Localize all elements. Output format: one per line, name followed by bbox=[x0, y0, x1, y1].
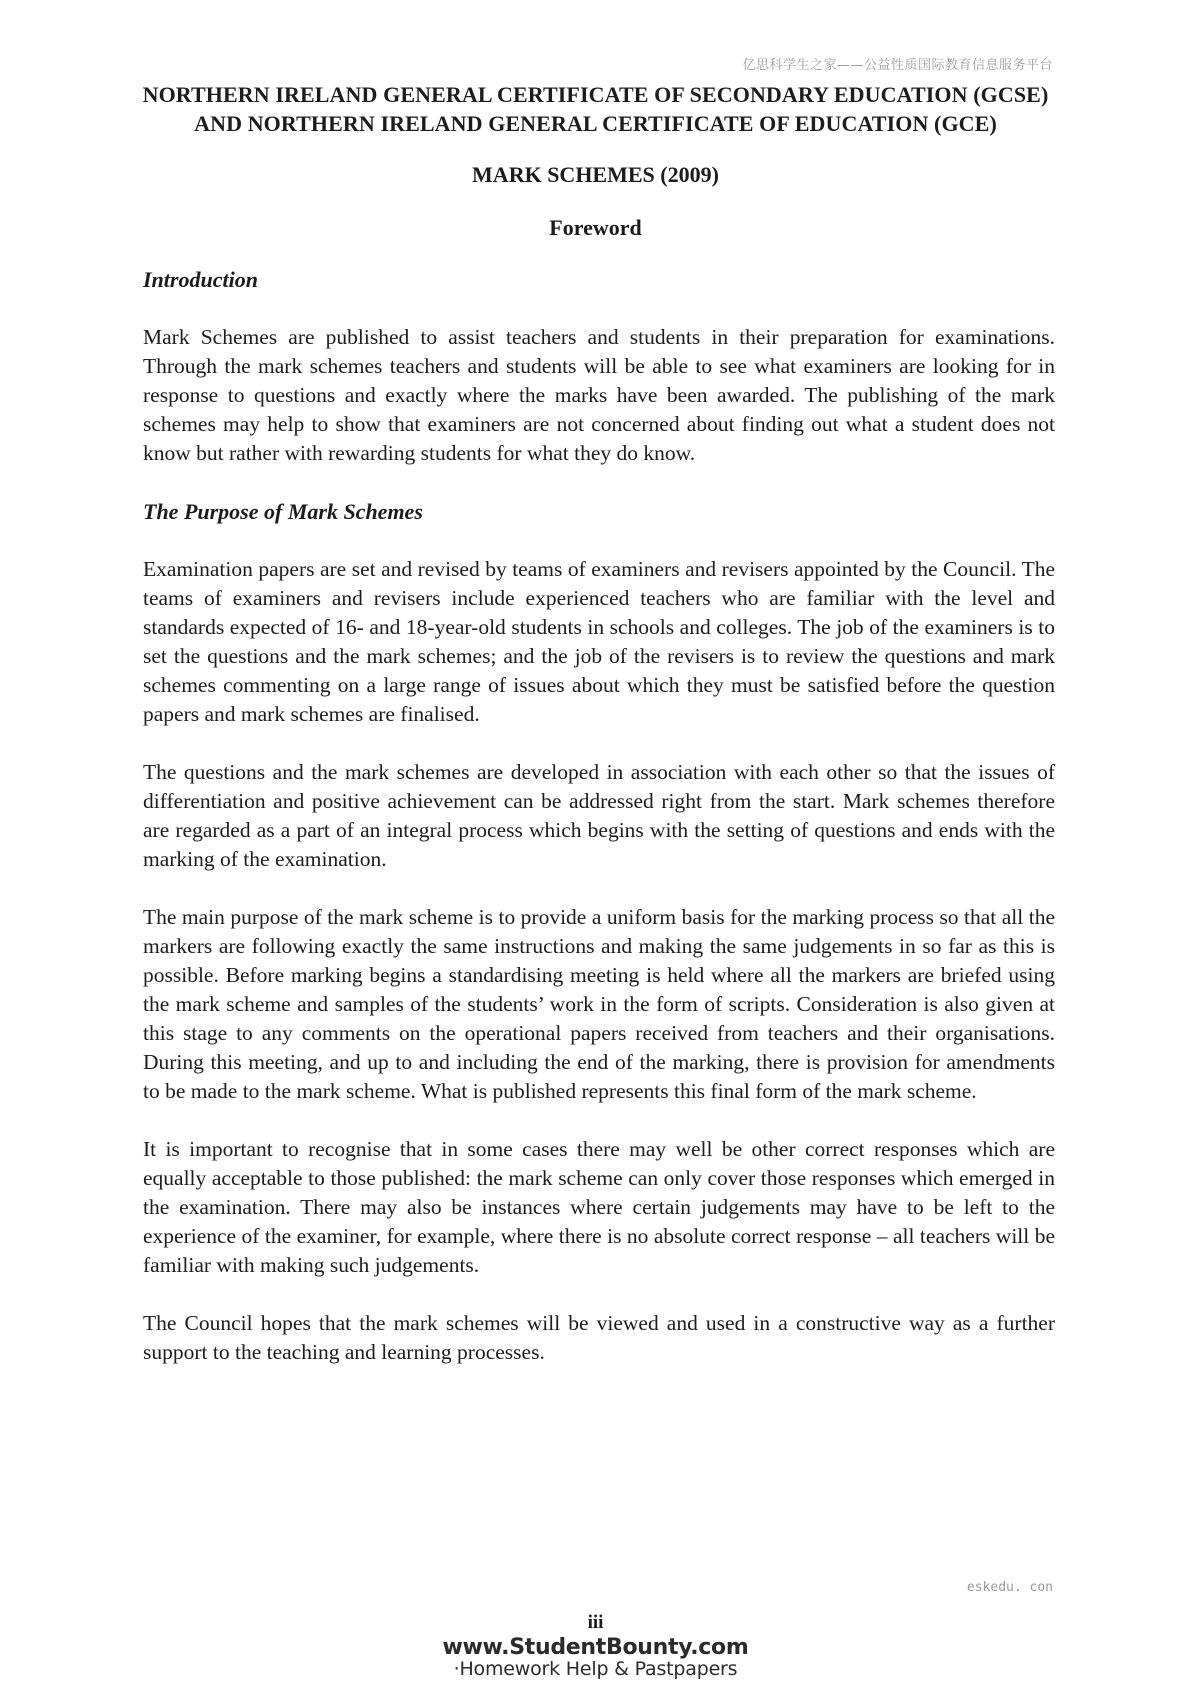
document-body bbox=[143, 265, 1055, 1396]
document-header bbox=[0, 80, 1191, 242]
purpose-paragraph-2: The questions and the mark schemes are developed in association with each other so that the issues of differentiation and positive achievement can be addressed right from the start. Mark schemes therefore are regarded as a part of an integral process which begins with the setting of questions and ends with the marking of the examination. bbox=[143, 760, 1055, 871]
purpose-paragraph-5: The Council hopes that the mark schemes will be viewed and used in a constructive way as a further support to the teaching and learning processes. bbox=[143, 1311, 1055, 1364]
introduction-paragraph: Mark Schemes are published to assist teachers and students in their preparation for examinations. Through the mark schemes teachers and students will be able to see what examiners are looking for in response to questions and exactly where the marks have been awarded. The publishing of the mark schemes may help to show that examiners are not concerned about finding out what a student does not know but rather with rewarding students for what they do know. bbox=[143, 325, 1055, 465]
foreword-heading: Foreword bbox=[549, 215, 642, 240]
studentbounty-logo bbox=[0, 1637, 1191, 1679]
top-watermark-text: 亿思科学生之家——公益性质国际教育信息服务平台 bbox=[742, 58, 1053, 73]
purpose-heading: The Purpose of Mark Schemes bbox=[143, 499, 423, 524]
logo-url-text: www.StudentBounty.com bbox=[442, 1635, 749, 1660]
document-title bbox=[0, 80, 1191, 138]
title-line-1: NORTHERN IRELAND GENERAL CERTIFICATE OF SECONDARY EDUCATION (GCSE) bbox=[142, 82, 1049, 107]
logo-tagline-text: ·Homework Help & Pastpapers bbox=[453, 1658, 738, 1680]
page-number: iii bbox=[587, 1612, 604, 1633]
purpose-paragraph-1: Examination papers are set and revised by teams of examiners and revisers appointed by the Council. The teams of examiners and revisers include experienced teachers who are familiar with the level and standards expected of 16- and 18-year-old students in schools and colleges. The job of the examiners is to set the questions and the mark schemes; and the job of the revisers is to review the questions and mark schemes commenting on a large range of issues about which they must be satisfied before the question papers and mark schemes are finalised. bbox=[143, 557, 1055, 726]
mark-schemes-subtitle: MARK SCHEMES (2009) bbox=[472, 162, 719, 187]
title-line-2: AND NORTHERN IRELAND GENERAL CERTIFICATE OF EDUCATION (GCE) bbox=[194, 111, 997, 136]
introduction-heading: Introduction bbox=[143, 267, 258, 292]
bottom-watermark-text: eskedu. con bbox=[966, 1580, 1053, 1595]
purpose-paragraph-3: The main purpose of the mark scheme is to provide a uniform basis for the marking process so that all the markers are following exactly the same instructions and making the same judgements in so far as this is possible. Before marking begins a standardising meeting is held where all the markers are briefed using the mark scheme and samples of the students’ work in the form of scripts. Consideration is also given at this stage to any comments on the operational papers received from teachers and their organisations. During this meeting, and up to and including the end of the marking, there is provision for amendments to be made to the mark scheme. What is published represents this final form of the mark scheme. bbox=[143, 905, 1055, 1103]
purpose-paragraph-4: It is important to recognise that in some cases there may well be other correct responses which are equally acceptable to those published: the mark scheme can only cover those responses which emerged in the examination. There may also be instances where certain judgements may have to be left to the experience of the examiner, for example, where there is no absolute correct response – all teachers will be familiar with making such judgements. bbox=[143, 1137, 1055, 1277]
